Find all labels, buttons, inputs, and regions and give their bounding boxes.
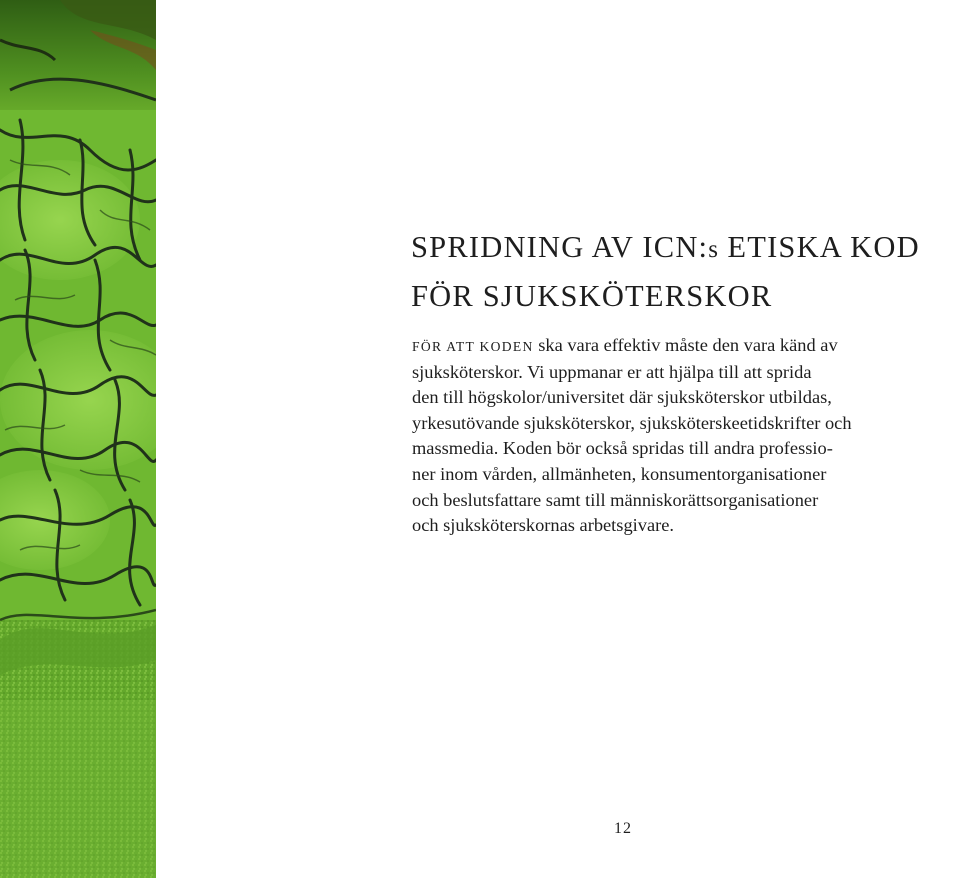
body-line: sjuksköterskor. Vi uppmanar er att hjälpa till att sprida bbox=[412, 361, 812, 382]
body-line: yrkesutövande sjuksköterskor, sjuksköterskeetidskrifter och bbox=[412, 412, 852, 433]
body-line: och beslutsfattare samt till människorättsorganisationer bbox=[412, 489, 819, 510]
body-paragraph bbox=[412, 333, 957, 539]
leaf-illustration-icon bbox=[0, 0, 156, 878]
title-line-1 bbox=[411, 224, 920, 273]
leaf-illustration bbox=[0, 0, 156, 878]
page-title bbox=[411, 224, 920, 319]
title-line-1-end: ETISKA KOD bbox=[718, 230, 920, 264]
body-line: massmedia. Koden bör också spridas till andra professio- bbox=[412, 438, 833, 459]
title-line-1-lowercase: s bbox=[708, 236, 719, 263]
body-line-1 bbox=[412, 333, 957, 360]
title-line-2: FÖR SJUKSKÖTERSKOR bbox=[411, 279, 773, 313]
body-line: ner inom vården, allmänheten, konsumentorganisationer bbox=[412, 463, 827, 484]
lead-in-smallcaps: FÖR ATT KODEN bbox=[412, 339, 534, 354]
title-line-1-start: SPRIDNING AV ICN: bbox=[411, 230, 709, 264]
page-number: 12 bbox=[614, 820, 632, 837]
body-line: och sjuksköterskornas arbetsgivare. bbox=[412, 515, 674, 536]
body-line: den till högskolor/universitet där sjuksköterskor utbildas, bbox=[412, 387, 832, 408]
body-line-1-rest: ska vara effektiv måste den vara känd av bbox=[533, 335, 838, 355]
